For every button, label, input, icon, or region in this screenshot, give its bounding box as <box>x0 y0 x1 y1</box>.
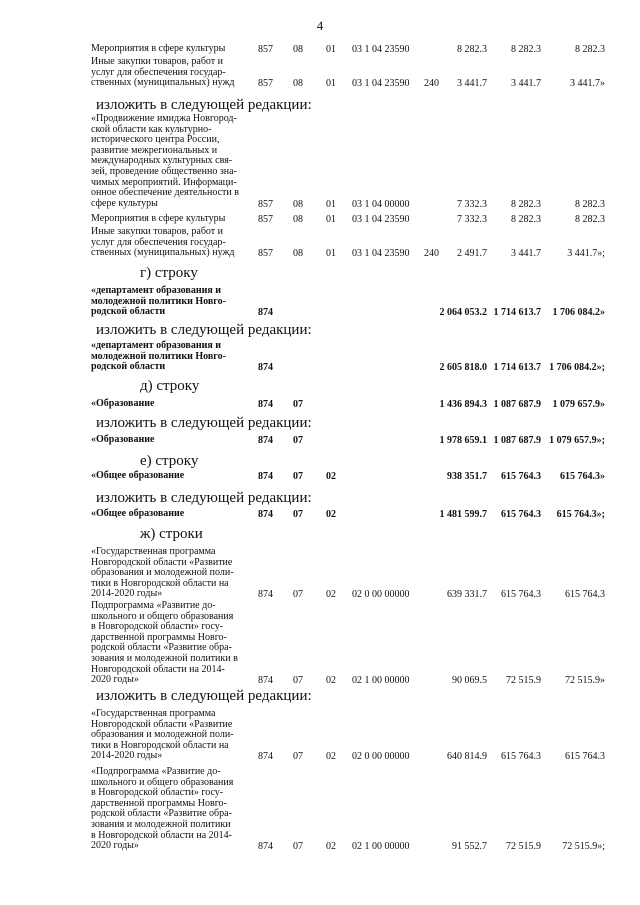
row-name-line: «Подпрограмма «Развитие до- <box>91 766 221 777</box>
subsection-code: 02 <box>326 751 336 763</box>
section-code: 07 <box>293 675 303 687</box>
section-code: 07 <box>293 751 303 763</box>
ministry-code: 874 <box>258 841 273 853</box>
amount-2018: 938 351.7 <box>447 471 487 482</box>
row-name-line: «Государственная программа <box>91 546 216 557</box>
amount-2020: 72 515.9»; <box>562 841 605 853</box>
row-name <box>91 709 261 762</box>
expense-type-code: 240 <box>424 248 439 260</box>
amount-2020: 615 764.3 <box>565 589 605 601</box>
subsection-code: 02 <box>326 589 336 601</box>
amount-2019: 3 441.7 <box>511 78 541 90</box>
amount-2018: 2 491.7 <box>457 248 487 260</box>
subsection-code: 02 <box>326 509 336 520</box>
row-name-line: чимых мероприятий. Информаци- <box>91 176 237 188</box>
row-name <box>91 341 261 373</box>
row-name-line: в Новгородской области на 2014- <box>91 829 233 841</box>
amount-2020: 615 764.3»; <box>556 509 605 520</box>
amount-2020: 1 079 657.9» <box>552 399 605 410</box>
ministry-code: 874 <box>258 751 273 763</box>
amount-2018: 7 332.3 <box>457 198 487 210</box>
row-name-line: в Новгородской области» госу- <box>91 787 224 799</box>
ministry-code: 874 <box>258 509 273 520</box>
amount-2019: 615 764.3 <box>501 509 541 520</box>
ministry-code: 874 <box>258 362 273 374</box>
row-name-line: зей, проведение общественно зна- <box>91 165 237 177</box>
row-name-line: Мероприятия в сфере культуры <box>91 43 226 54</box>
amount-2019: 72 515.9 <box>506 841 541 853</box>
amount-2019: 615 764.3 <box>501 751 541 763</box>
amount-2019: 8 282.3 <box>511 44 541 55</box>
instruction-heading: изложить в следующей редакции: <box>96 322 312 338</box>
target-article-code: 03 1 04 23590 <box>352 248 410 260</box>
row-name-line: 2020 годы» <box>91 840 139 852</box>
row-name <box>91 57 261 89</box>
amount-2020: 8 282.3 <box>575 214 605 225</box>
amount-2019: 1 087 687.9 <box>493 399 541 410</box>
amount-2018: 91 552.7 <box>452 841 487 853</box>
row-name-line: «Образование <box>91 434 155 445</box>
row-name <box>91 601 261 686</box>
row-name-line: «Общее образование <box>91 470 185 481</box>
instruction-heading: г) строку <box>140 265 198 281</box>
target-article-code: 03 1 04 23590 <box>352 214 410 225</box>
amount-2019: 8 282.3 <box>511 214 541 225</box>
subsection-code: 02 <box>326 675 336 687</box>
row-name-line: родской области «Развитие обра- <box>91 808 232 820</box>
instruction-heading: изложить в следующей редакции: <box>96 97 312 113</box>
row-name-line: дарственной программы Новго- <box>91 631 227 643</box>
section-code: 08 <box>293 214 303 225</box>
row-name <box>91 509 261 520</box>
row-name-line: Иные закупки товаров, работ и <box>91 226 224 237</box>
row-name <box>91 767 261 852</box>
row-name <box>91 227 261 259</box>
amount-2018: 2 605 818.0 <box>439 362 487 374</box>
amount-2019: 1 714 613.7 <box>493 362 541 374</box>
row-name <box>91 399 261 410</box>
row-name-line: образования и молодежной поли- <box>91 567 234 579</box>
row-name <box>91 471 261 482</box>
section-code: 07 <box>293 435 303 446</box>
amount-2018: 3 441.7 <box>457 78 487 90</box>
target-article-code: 03 1 04 00000 <box>352 198 410 210</box>
ministry-code: 857 <box>258 248 273 260</box>
row-name-line: международных культурных свя- <box>91 155 233 167</box>
row-name-line: Новгородской области «Развитие <box>91 718 233 730</box>
row-name-line: молодежной политики Новго- <box>91 350 226 362</box>
ministry-code: 857 <box>258 214 273 225</box>
target-article-code: 02 1 00 00000 <box>352 841 410 853</box>
row-name-line: в Новгородской области» госу- <box>91 621 224 633</box>
row-name-line: «департамент образования и <box>91 340 222 351</box>
row-name-line: сфере культуры <box>91 197 158 209</box>
row-name-line: Иные закупки товаров, работ и <box>91 56 224 67</box>
row-name-line: развитие межрегиональных и <box>91 144 218 156</box>
instruction-heading: изложить в следующей редакции: <box>96 415 312 431</box>
row-name <box>91 547 261 600</box>
amount-2018: 7 332.3 <box>457 214 487 225</box>
amount-2019: 8 282.3 <box>511 198 541 210</box>
target-article-code: 02 0 00 00000 <box>352 589 410 601</box>
row-name-line: ской области как культурно- <box>91 123 212 135</box>
amount-2020: 1 706 084.2»; <box>549 362 605 374</box>
amount-2018: 8 282.3 <box>457 44 487 55</box>
instruction-heading: д) строку <box>140 378 200 394</box>
amount-2020: 1 706 084.2» <box>552 307 605 319</box>
subsection-code: 02 <box>326 471 336 482</box>
instruction-heading: изложить в следующей редакции: <box>96 490 312 506</box>
amount-2018: 639 331.7 <box>447 589 487 601</box>
subsection-code: 02 <box>326 841 336 853</box>
ministry-code: 874 <box>258 675 273 687</box>
amount-2020: 1 079 657.9»; <box>549 435 605 446</box>
row-name-line: родской области <box>91 361 166 373</box>
instruction-heading: изложить в следующей редакции: <box>96 688 312 704</box>
row-name-line: «Продвижение имиджа Новгород- <box>91 113 237 124</box>
row-name-line: 2014-2020 годы» <box>91 588 163 600</box>
row-name-line: тики в Новгородской области на <box>91 739 229 751</box>
ministry-code: 874 <box>258 307 273 319</box>
row-name-line: онное обеспечение деятельности в <box>91 187 239 199</box>
amount-2018: 640 814.9 <box>447 751 487 763</box>
row-name-line: ственных (муниципальных) нужд <box>91 77 235 89</box>
section-code: 08 <box>293 198 303 210</box>
ministry-code: 857 <box>258 198 273 210</box>
section-code: 08 <box>293 248 303 260</box>
instruction-heading: е) строку <box>140 453 199 469</box>
amount-2018: 90 069.5 <box>452 675 487 687</box>
subsection-code: 01 <box>326 198 336 210</box>
amount-2018: 2 064 053.2 <box>439 307 487 319</box>
row-name-line: ственных (муниципальных) нужд <box>91 247 235 259</box>
row-name <box>91 44 261 55</box>
amount-2019: 615 764.3 <box>501 589 541 601</box>
row-name-line: школьного и общего образования <box>91 776 234 788</box>
amount-2018: 1 481 599.7 <box>439 509 487 520</box>
row-name-line: «Образование <box>91 398 155 409</box>
amount-2020: 3 441.7»; <box>567 248 605 260</box>
amount-2020: 8 282.3 <box>575 198 605 210</box>
row-name-line: «Государственная программа <box>91 708 216 719</box>
target-article-code: 02 0 00 00000 <box>352 751 410 763</box>
ministry-code: 857 <box>258 78 273 90</box>
section-code: 08 <box>293 78 303 90</box>
page-number: 4 <box>316 18 324 33</box>
target-article-code: 03 1 04 23590 <box>352 44 410 55</box>
section-code: 07 <box>293 399 303 410</box>
row-name-line: образования и молодежной поли- <box>91 729 234 741</box>
row-name-line: тики в Новгородской области на <box>91 577 229 589</box>
amount-2020: 8 282.3 <box>575 44 605 55</box>
amount-2018: 1 436 894.3 <box>439 399 487 410</box>
row-name-line: Новгородской области на 2014- <box>91 663 225 675</box>
target-article-code: 02 1 00 00000 <box>352 675 410 687</box>
amount-2019: 72 515.9 <box>506 675 541 687</box>
row-name-line: родской области «Развитие обра- <box>91 642 232 654</box>
row-name-line: Подпрограмма «Развитие до- <box>91 600 216 611</box>
subsection-code: 01 <box>326 248 336 260</box>
row-name-line: 2020 годы» <box>91 674 139 686</box>
row-name-line: зования и молодежной политики в <box>91 652 238 664</box>
row-name-line: 2014-2020 годы» <box>91 750 163 762</box>
row-name-line: Новгородской области «Развитие <box>91 556 233 568</box>
amount-2020: 3 441.7» <box>570 78 605 90</box>
amount-2019: 1 087 687.9 <box>493 435 541 446</box>
row-name-line: молодежной политики Новго- <box>91 295 226 307</box>
ministry-code: 874 <box>258 471 273 482</box>
row-name-line: «Общее образование <box>91 508 185 519</box>
instruction-heading: ж) строки <box>140 526 203 542</box>
row-name-line: школьного и общего образования <box>91 610 234 622</box>
subsection-code: 01 <box>326 78 336 90</box>
amount-2019: 3 441.7 <box>511 248 541 260</box>
amount-2020: 615 764.3» <box>560 471 605 482</box>
amount-2019: 615 764.3 <box>501 471 541 482</box>
row-name <box>91 286 261 318</box>
section-code: 07 <box>293 589 303 601</box>
amount-2018: 1 978 659.1 <box>439 435 487 446</box>
row-name-line: услуг для обеспечения государ- <box>91 236 226 248</box>
amount-2020: 72 515.9» <box>565 675 605 687</box>
row-name-line: дарственной программы Новго- <box>91 797 227 809</box>
section-code: 08 <box>293 44 303 55</box>
row-name <box>91 435 261 446</box>
expense-type-code: 240 <box>424 78 439 90</box>
amount-2019: 1 714 613.7 <box>493 307 541 319</box>
section-code: 07 <box>293 471 303 482</box>
amount-2020: 615 764.3 <box>565 751 605 763</box>
section-code: 07 <box>293 841 303 853</box>
row-name-line: услуг для обеспечения государ- <box>91 66 226 78</box>
section-code: 07 <box>293 509 303 520</box>
ministry-code: 857 <box>258 44 273 55</box>
row-name <box>91 214 261 225</box>
row-name-line: родской области <box>91 306 166 318</box>
row-name-line: «департамент образования и <box>91 285 222 296</box>
row-name <box>91 114 261 209</box>
row-name-line: Мероприятия в сфере культуры <box>91 213 226 224</box>
subsection-code: 01 <box>326 214 336 225</box>
target-article-code: 03 1 04 23590 <box>352 78 410 90</box>
row-name-line: исторического центра России, <box>91 134 220 146</box>
ministry-code: 874 <box>258 399 273 410</box>
row-name-line: зования и молодежной политики <box>91 818 231 830</box>
subsection-code: 01 <box>326 44 336 55</box>
ministry-code: 874 <box>258 435 273 446</box>
ministry-code: 874 <box>258 589 273 601</box>
